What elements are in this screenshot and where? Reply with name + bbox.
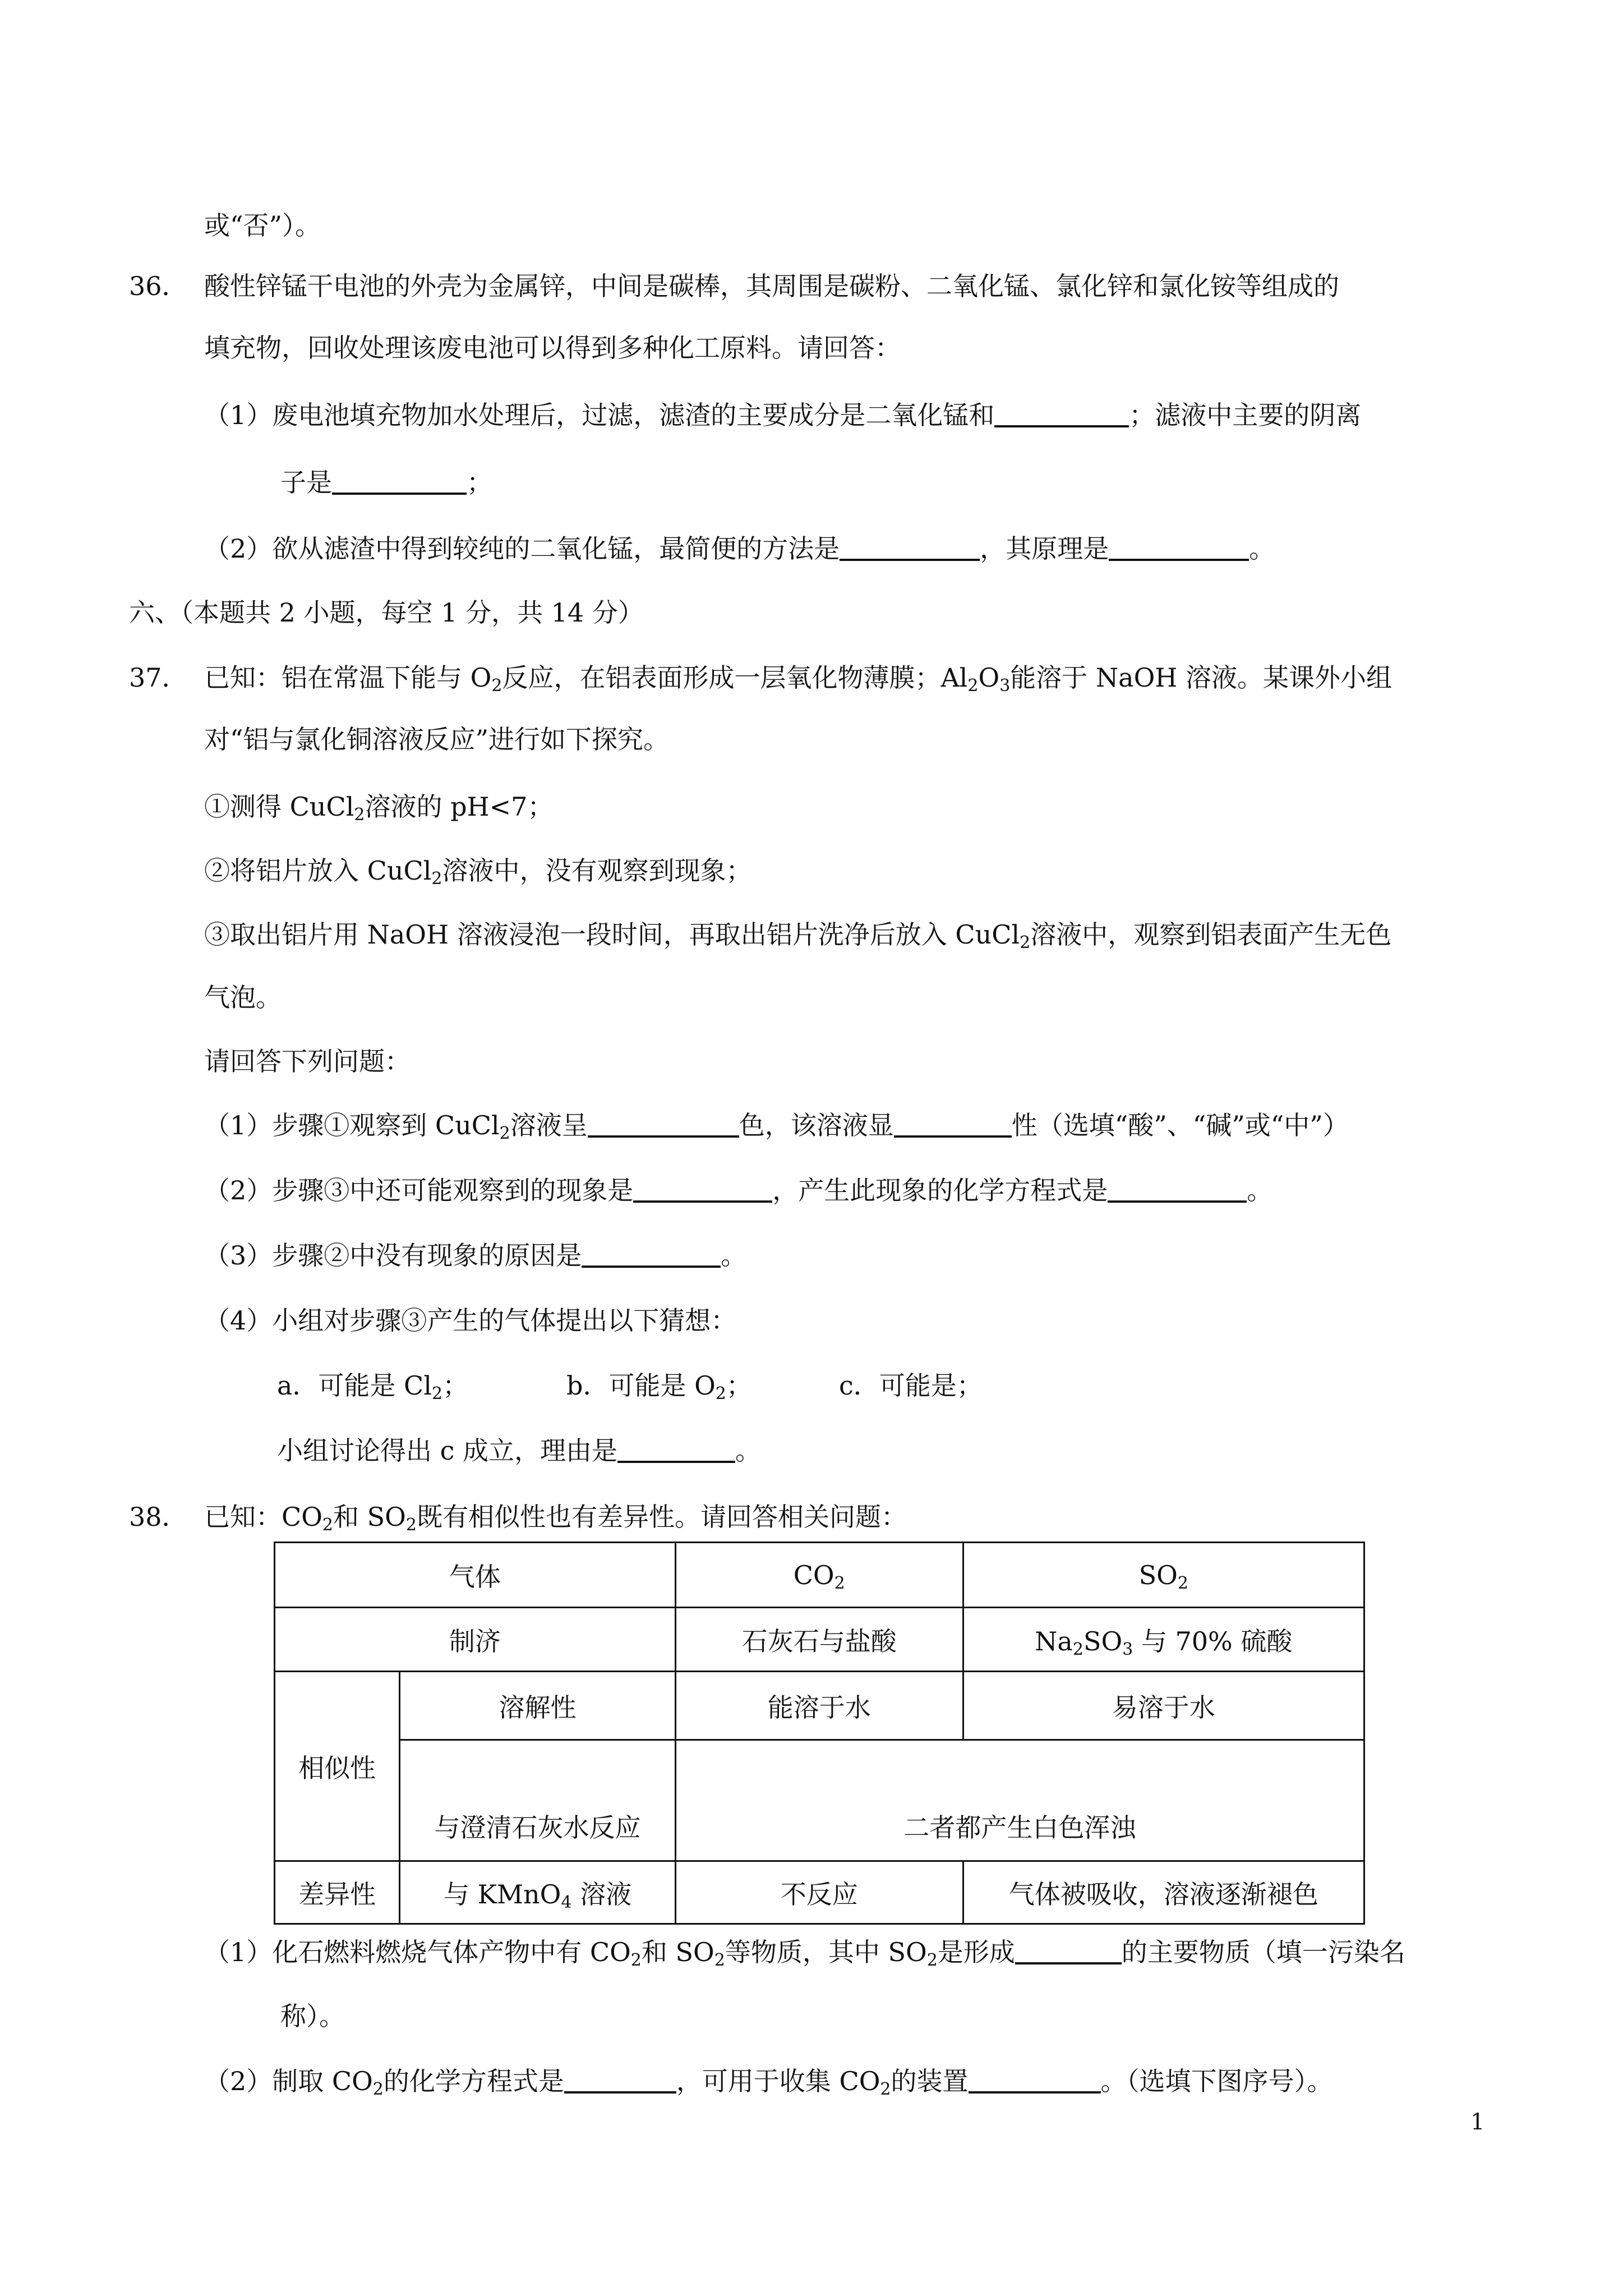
table-cell: $SO_2$	[963, 1543, 1364, 1608]
answer-blank[interactable]	[894, 1111, 1012, 1138]
guess-b: b．可能是 $O_2$；	[566, 1370, 752, 1404]
table-row	[275, 1672, 1364, 1740]
question-36-text-2: 填充物，回收处理该废电池可以得到多种化工原料。请回答：	[204, 333, 901, 363]
step-1: ①测得 CuCl$_2$溶液的 pH<7；	[204, 792, 554, 825]
question-37-part-2: （2）步骤③中还可能观察到的现象是 ，产生此现象的化学方程式是 。	[204, 1175, 1273, 1205]
comparison-table	[274, 1542, 1365, 1925]
table-cell: 不反应	[675, 1861, 963, 1924]
question-38-part-2: （2）制取 $CO_2$的化学方程式是 ，可用于收集 $CO_2$的装置 。（选填下图序号）。	[204, 2066, 1333, 2099]
table-row	[275, 1608, 1364, 1672]
answer-blank[interactable]	[1109, 534, 1249, 561]
table-cell: 石灰石与盐酸	[675, 1608, 963, 1672]
table-row	[275, 1861, 1364, 1924]
table-cell: 相似性	[275, 1672, 400, 1861]
table-cell: 与 KMnO$_4$ 溶液	[400, 1861, 676, 1924]
step-2: ②将铝片放入 CuCl$_2$溶液中，没有观察到现象；	[204, 855, 752, 889]
answer-blank[interactable]	[564, 2067, 676, 2093]
conclusion: 小组讨论得出 c 成立，理由是 。	[277, 1435, 762, 1466]
table-cell: 溶解性	[400, 1672, 676, 1740]
table-cell: 二者都产生白色浑浊	[675, 1740, 1364, 1861]
answer-blank[interactable]	[1108, 1176, 1247, 1203]
section-heading: 六、（本题共 2 小题，每空 1 分，共 14 分）	[129, 597, 644, 628]
question-38-part-1-cont: 称）。	[280, 2001, 345, 2031]
question-37-part-1: （1）步骤①观察到 CuCl$_2$溶液呈 色，该溶液显 性（选填“酸”、“碱”或“中”）	[204, 1110, 1349, 1143]
question-38-part-1: （1）化石燃料燃烧气体产物中有 $CO_2$和 $SO_2$等物质，其中 $SO_2$是形成 的主要物质（填一污染名	[204, 1937, 1405, 1970]
answer-blank[interactable]	[840, 534, 980, 561]
question-36-part-1-cont: 子是 ；	[280, 467, 492, 498]
answer-blank[interactable]	[1015, 1938, 1122, 1964]
question-37-text: 已知：铝在常温下能与 $O_2$反应，在铝表面形成一层氧化物薄膜；$Al_2O_3$能溶于 NaOH 溶液。某课外小组	[204, 662, 1393, 696]
table-cell: 差异性	[275, 1861, 400, 1924]
answer-blank[interactable]	[994, 401, 1129, 427]
question-37-number: 37．	[129, 662, 188, 693]
text-line: 或“否”）。	[204, 210, 321, 241]
answer-blank[interactable]	[633, 1176, 772, 1203]
table-cell: 易溶于水	[963, 1672, 1364, 1740]
question-37-part-3: （3）步骤②中没有现象的原因是 。	[204, 1240, 747, 1271]
question-36-text: 酸性锌锰干电池的外壳为金属锌，中间是碳棒，其周围是碳粉、二氧化锰、氯化锌和氯化铵等组成的	[204, 271, 1339, 301]
question-37-part-4: （4）小组对步骤③产生的气体提出以下猜想：	[204, 1305, 737, 1336]
table-cell: $Na_2SO_3$ 与 70% 硫酸	[963, 1608, 1364, 1672]
step-3-cont: 气泡。	[204, 982, 282, 1013]
question-36-part-1: （1）废电池填充物加水处理后，过滤，滤渣的主要成分是二氧化锰和 ；滤液中主要的阴离	[204, 400, 1362, 430]
question-36-part-2: （2）欲从滤渣中得到较纯的二氧化锰，最简便的方法是 ，其原理是 。	[204, 533, 1275, 564]
table-cell: 与澄清石灰水反应	[400, 1740, 676, 1861]
table-cell: 气体被吸收，溶液逐渐褪色	[963, 1861, 1364, 1924]
question-36-number: 36．	[129, 271, 188, 301]
table-cell: 气体	[275, 1543, 676, 1608]
table-cell: 制济	[275, 1608, 676, 1672]
page-number: 1	[1470, 2109, 1485, 2135]
answer-blank[interactable]	[969, 2067, 1101, 2093]
guess-a: a．可能是 $Cl_2$；	[277, 1370, 469, 1404]
question-37-text-2: 对“铝与氯化铜溶液反应”进行如下探究。	[204, 724, 670, 754]
question-38-number: 38．	[129, 1502, 188, 1532]
step-3: ③取出铝片用 NaOH 溶液浸泡一段时间，再取出铝片洗净后放入 CuCl$_2$溶液中，观察到铝表面产生无色	[204, 919, 1392, 953]
answer-blank[interactable]	[588, 1111, 739, 1138]
table-cell: $CO_2$	[675, 1543, 963, 1608]
answer-blank[interactable]	[617, 1436, 735, 1463]
prompt-text: 请回答下列问题：	[204, 1046, 411, 1076]
answer-blank[interactable]	[582, 1241, 721, 1268]
answer-blank[interactable]	[332, 468, 467, 495]
table-row	[275, 1543, 1364, 1608]
question-38-text: 已知：$CO_2$和 $SO_2$既有相似性也有差异性。请回答相关问题：	[204, 1502, 907, 1535]
table-row	[275, 1740, 1364, 1861]
guess-c: c．可能是；	[839, 1370, 983, 1401]
table-cell: 能溶于水	[675, 1672, 963, 1740]
